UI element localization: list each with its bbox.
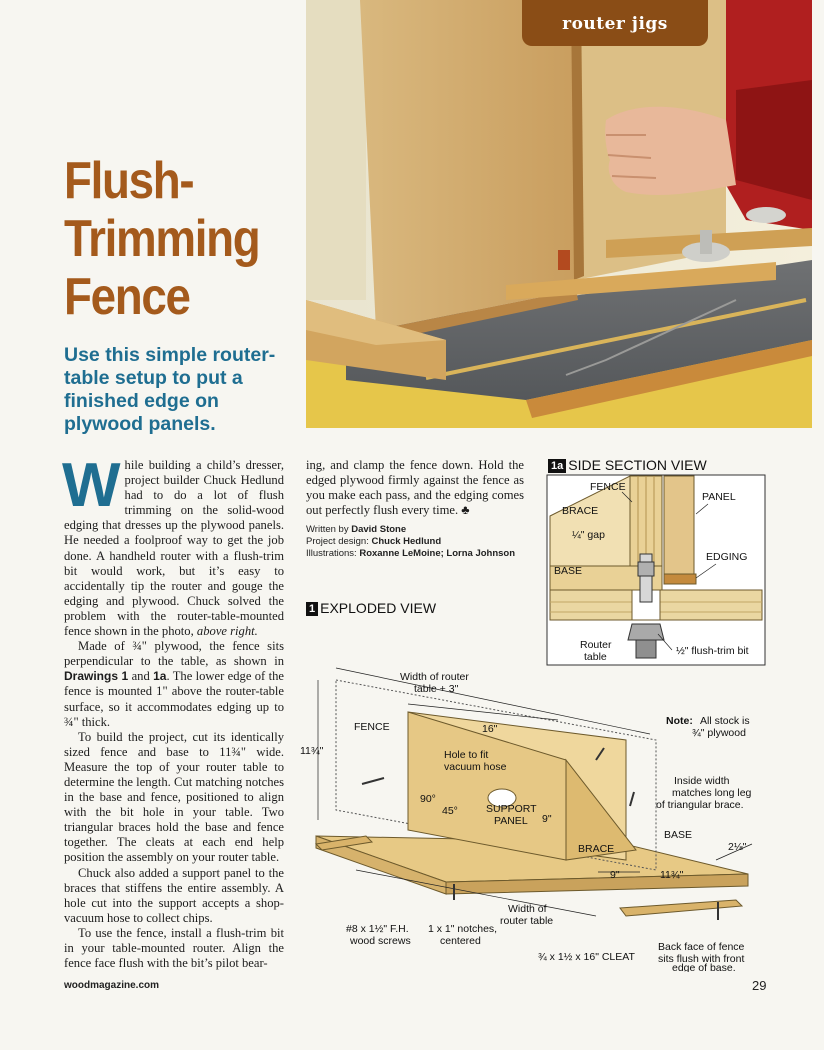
side-view-heading	[548, 457, 707, 473]
ev-back-2: sits flush with front	[658, 953, 745, 965]
ev-cleat-label: ¾ x 1½ x 16" CLEAT	[538, 951, 635, 963]
credit-illus-names: Roxanne LeMoine; Lorna Johnson	[359, 548, 516, 559]
ev-218-label: 2⅛"	[728, 841, 747, 853]
ev-width-top-1: Width of router	[400, 671, 469, 683]
ev-width-bot-2: router table	[500, 915, 554, 927]
footer-url[interactable]: woodmagazine.com	[64, 980, 160, 991]
sv-gap-label: ¼" gap	[572, 529, 605, 541]
ev-45-label: 45°	[442, 805, 458, 817]
drop-cap: W	[62, 451, 121, 520]
end-mark-icon: ♣	[461, 503, 470, 518]
paragraph-6-text: ing, and clamp the fence down. Hold the edged plywood firmly against the fence as you make each pass, and the edging comes out perfectly flush every time.	[306, 458, 524, 518]
ev-note-label: Note:	[666, 715, 693, 727]
paragraph-2	[64, 639, 284, 730]
body-column-2	[306, 458, 524, 518]
ev-brace-label: BRACE	[578, 843, 615, 855]
sv-bit-label: ½" flush-trim bit	[676, 645, 749, 657]
ev-support-label-2: PANEL	[494, 815, 528, 827]
ev-back-3: edge of base.	[672, 962, 736, 972]
ev-9b-label: 9"	[610, 869, 620, 881]
credit-writer-name: David Stone	[351, 524, 407, 535]
body-column-1	[62, 451, 284, 971]
sv-fence-label: FENCE	[590, 481, 626, 493]
ev-width-top-2: table + 3"	[414, 683, 459, 695]
side-section-drawing	[546, 474, 768, 668]
ev-notch-2: centered	[440, 935, 481, 947]
paragraph-4: Chuck also added a support panel to the braces that stiffens the entire assembly. A hole cut into the support accepts a shop-vacuum hose to collect chips.	[64, 865, 284, 925]
paragraph-3: To build the project, cut its identically sized fence and base to 11¾" wide. Measure the top of your router table to determine the length. Cut matching notches in the base and fence, positioned to align with the bit hole in your table. Two triangular braces hold the base and fence together. The cleats at each end help position the assembly on your router table.	[64, 729, 284, 865]
credit-illus-label: Illustrations:	[306, 548, 357, 559]
sv-router-label-1: Router	[580, 639, 612, 651]
router-fence-photo	[306, 0, 812, 428]
paragraph-5: To use the fence, install a flush-trim bit in your table-mounted router. Align the fence face flush with the bit’s pilot bear-	[64, 925, 284, 971]
ev-notch-1: 1 x 1" notches,	[428, 923, 498, 935]
side-view-title: SIDE SECTION VIEW	[568, 457, 707, 473]
drawing-ref-1[interactable]: Drawings 1	[64, 669, 129, 684]
side-view-number: 1a	[548, 459, 566, 473]
page-number: 29	[752, 978, 767, 993]
photo-reference: above right.	[196, 624, 258, 639]
credit-writer-label: Written by	[306, 524, 349, 535]
exploded-view-title: EXPLODED VIEW	[320, 600, 437, 616]
ev-height-label: 11¾"	[300, 745, 324, 757]
sv-brace-label: BRACE	[562, 505, 599, 517]
section-tab: router jigs	[522, 0, 708, 46]
ev-hole-label-2: vacuum hose	[444, 761, 507, 773]
ev-back-1: Back face of fence	[658, 941, 745, 953]
paragraph-1-text: hile building a child’s dresser, project builder Chuck Hedlund had to do a lot of flush trimming on the solid-wood edging that dresses up the plywood panels. He needed a foolproof way to get the job done. A handheld router with a flush-trim bit would work, but it’s easy to accidentally tip the router and gouge the edging and plywood. Chuck solved the problem with the router-table-mounted fence shown in the photo,	[64, 458, 284, 639]
credit-design	[306, 536, 536, 548]
credit-design-label: Project design:	[306, 536, 369, 547]
paragraph-1	[62, 451, 284, 639]
paragraph-6	[306, 458, 524, 518]
exploded-view-number: 1	[306, 602, 318, 616]
ev-base-label: BASE	[664, 829, 693, 841]
title-line-2: Trimming	[64, 210, 260, 268]
ev-note-2: ¾" plywood	[692, 727, 746, 739]
ev-width-bot-1: Width of	[508, 903, 547, 915]
ev-hole-label-1: Hole to fit	[444, 749, 489, 761]
title-line-1: Flush-	[64, 152, 194, 210]
ev-note-1: All stock is	[700, 715, 750, 727]
sv-base-label: BASE	[554, 565, 583, 577]
ev-9a-label: 9"	[542, 813, 552, 825]
credit-design-name: Chuck Hedlund	[371, 536, 442, 547]
ev-inside-2: matches long leg	[672, 787, 752, 799]
ev-screws-1: #8 x 1½" F.H.	[346, 923, 409, 935]
credit-writer	[306, 524, 536, 536]
ev-90-label: 90°	[420, 793, 436, 805]
paragraph-2-text-a: Made of ¾" plywood, the fence sits perpendicular to the table, as shown in	[64, 639, 284, 669]
ev-inside-1: Inside width	[674, 775, 730, 787]
ev-inside-3: of triangular brace.	[656, 799, 744, 811]
credits	[306, 524, 536, 560]
paragraph-2-text-b: . The lower edge of the fence is mounted 1" above the router-table surface, so it accommodates edging up to ¾" thick.	[64, 669, 284, 729]
ev-16-label: 16"	[482, 723, 498, 735]
ev-fence-label: FENCE	[354, 721, 390, 733]
exploded-view-heading	[306, 600, 436, 616]
exploded-view-drawing	[296, 660, 768, 972]
title-line-3: Fence	[64, 268, 190, 326]
ev-support-label-1: SUPPORT	[486, 803, 537, 815]
sv-panel-label: PANEL	[702, 491, 736, 503]
sv-router-label-2: table	[584, 651, 607, 663]
hero-photo	[306, 0, 812, 428]
paragraph-2-and: and	[131, 669, 150, 684]
ev-screws-2: wood screws	[350, 935, 411, 947]
drawing-ref-1a[interactable]: 1a	[153, 669, 167, 684]
article-title	[64, 152, 275, 326]
ev-1134b-label: 11¾"	[660, 869, 684, 881]
article-deck: Use this simple router-table setup to put a finished edge on plywood panels.	[64, 344, 276, 435]
sv-edging-label: EDGING	[706, 551, 748, 563]
credit-illustrations	[306, 548, 536, 560]
